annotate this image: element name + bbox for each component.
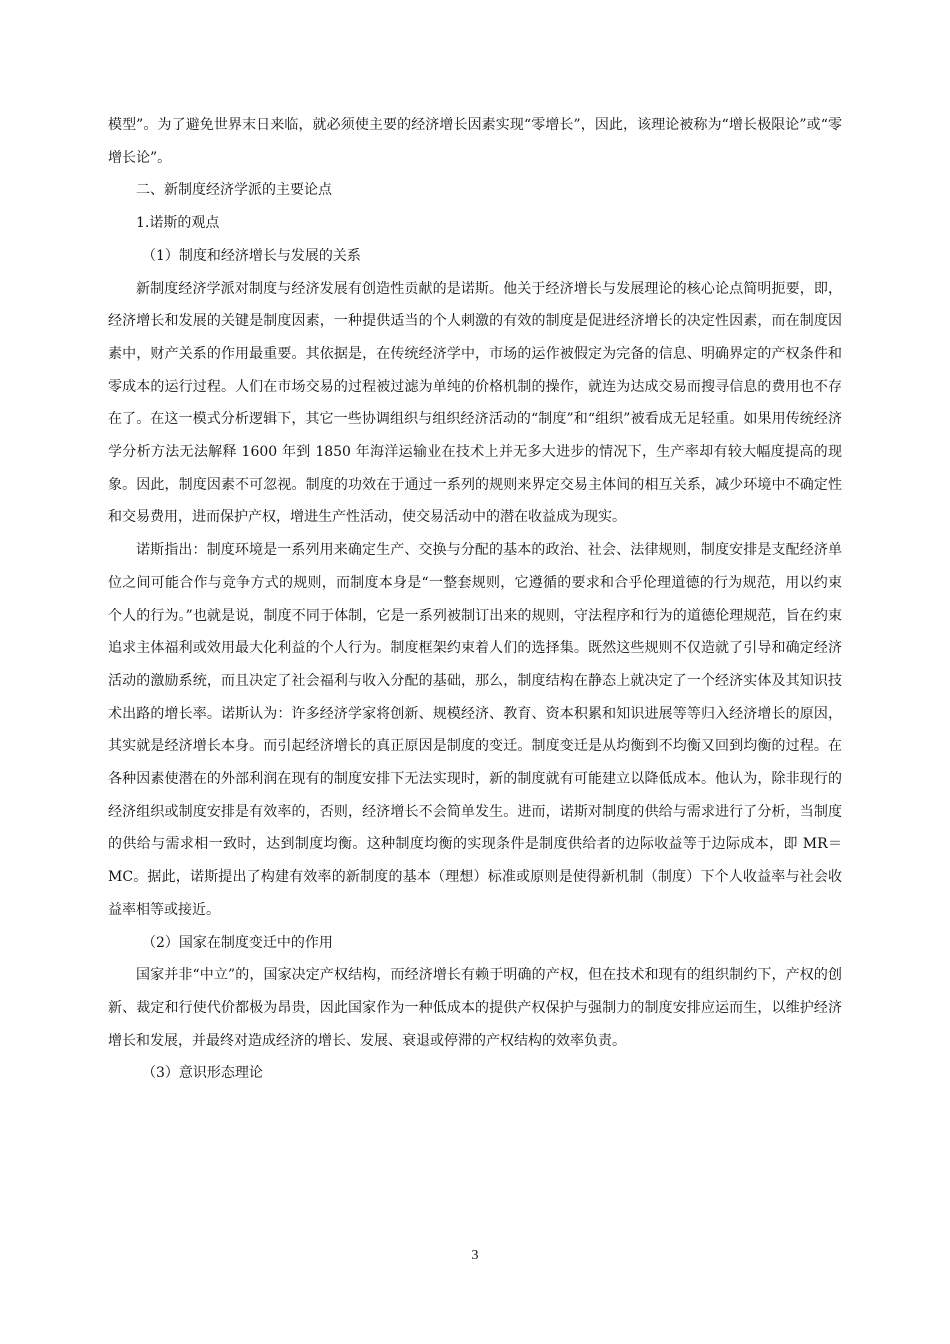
document-body [108,109,842,1090]
topic-heading-2: （2）国家在制度变迁中的作用 [142,934,333,951]
body-paragraph-1: 新制度经济学派对制度与经济发展有创造性贡献的是诺斯。他关于经济增长与发展理论的核心论点简明扼要，即，经济增长和发展的关键是制度因素，一种提供适当的个人刺激的有效的制度是促进经济增长的决定性因素，而在制度因素中，财产关系的作用最重要。其依据是，在传统经济学中，市场的运作被假定为完备的信息、明确界定的产权条件和零成本的运行过程。人们在市场交易的过程被过滤为单纯的价格机制的操作，就连为达成交易而搜寻信息的费用也不存在了。在这一模式分析逻辑下，其它一些协调组织与组织经济活动的“制度”和“组织”被看成无足轻重。如果用传统经济学分析方法无法解释 1600 年到 1850 年海洋运输业在技术上并无多大进步的情况下，生产率却有较大幅度提高的现象。因此，制度因素不可忽视。制度的功效在于通过一系列的规则来界定交易主体间的相互关系，减少环境中不确定性和交易费用，进而保护产权，增进生产性活动，使交易活动中的潜在收益成为现实。 [108,280,842,526]
page-number: 3 [471,1248,479,1263]
body-paragraph-2: 诺斯指出：制度环境是一系列用来确定生产、交换与分配的基本的政治、社会、法律规则，制度安排是支配经济单位之间可能合作与竞争方式的规则，而制度本身是“一整套规则，它遵循的要求和合乎伦理道德的行为规范，用以约束个人的行为。”也就是说，制度不同于体制，它是一系列被制订出来的规则，守法程序和行为的道德伦理规范，旨在约束追求主体福利或效用最大化利益的个人行为。制度框架约束着人们的选择集。既然这些规则不仅造就了引导和确定经济活动的激励系统，而且决定了社会福利与收入分配的基础，那么，制度结构在静态上就决定了一个经济实体及其知识技术出路的增长率。诺斯认为：许多经济学家将创新、规模经济、教育、资本积累和知识进展等等归入经济增长的原因，其实就是经济增长本身。而引起经济增长的真正原因是制度的变迁。制度变迁是从均衡到不均衡又回到均衡的过程。在各种因素使潜在的外部利润在现有的制度安排下无法实现时，新的制度就有可能建立以降低成本。他认为，除非现行的经济组织或制度安排是有效率的，否则，经济增长不会简单发生。进而，诺斯对制度的供给与需求进行了分析，当制度的供给与需求相一致时，达到制度均衡。这种制度均衡的实现条件是制度供给者的边际收益等于边际成本，即 MR＝MC。据此，诺斯提出了构建有效率的新制度的基本（理想）标准或原则是使得新机制（制度）下个人收益率与社会收益率相等或接近。 [108,542,842,918]
topic-heading-1: （1）制度和经济增长与发展的关系 [142,247,361,264]
subsection-heading: 1.诺斯的观点 [136,215,220,232]
section-heading: 二、新制度经济学派的主要论点 [136,182,332,199]
body-paragraph-3: 国家并非“中立”的，国家决定产权结构，而经济增长有赖于明确的产权，但在技术和现有的组织制约下，产权的创新、裁定和行使代价都极为昂贵，因此国家作为一种低成本的提供产权保护与强制力的制度安排应运而生，以维护经济增长和发展，并最终对造成经济的增长、发展、衰退或停滞的产权结构的效率负责。 [108,967,842,1049]
continuation-paragraph: 模型”。为了避免世界末日来临，就必须使主要的经济增长因素实现“零增长”，因此，该理论被称为“增长极限论”或“零增长论”。 [108,117,842,166]
topic-heading-3: （3）意识形态理论 [142,1065,263,1082]
